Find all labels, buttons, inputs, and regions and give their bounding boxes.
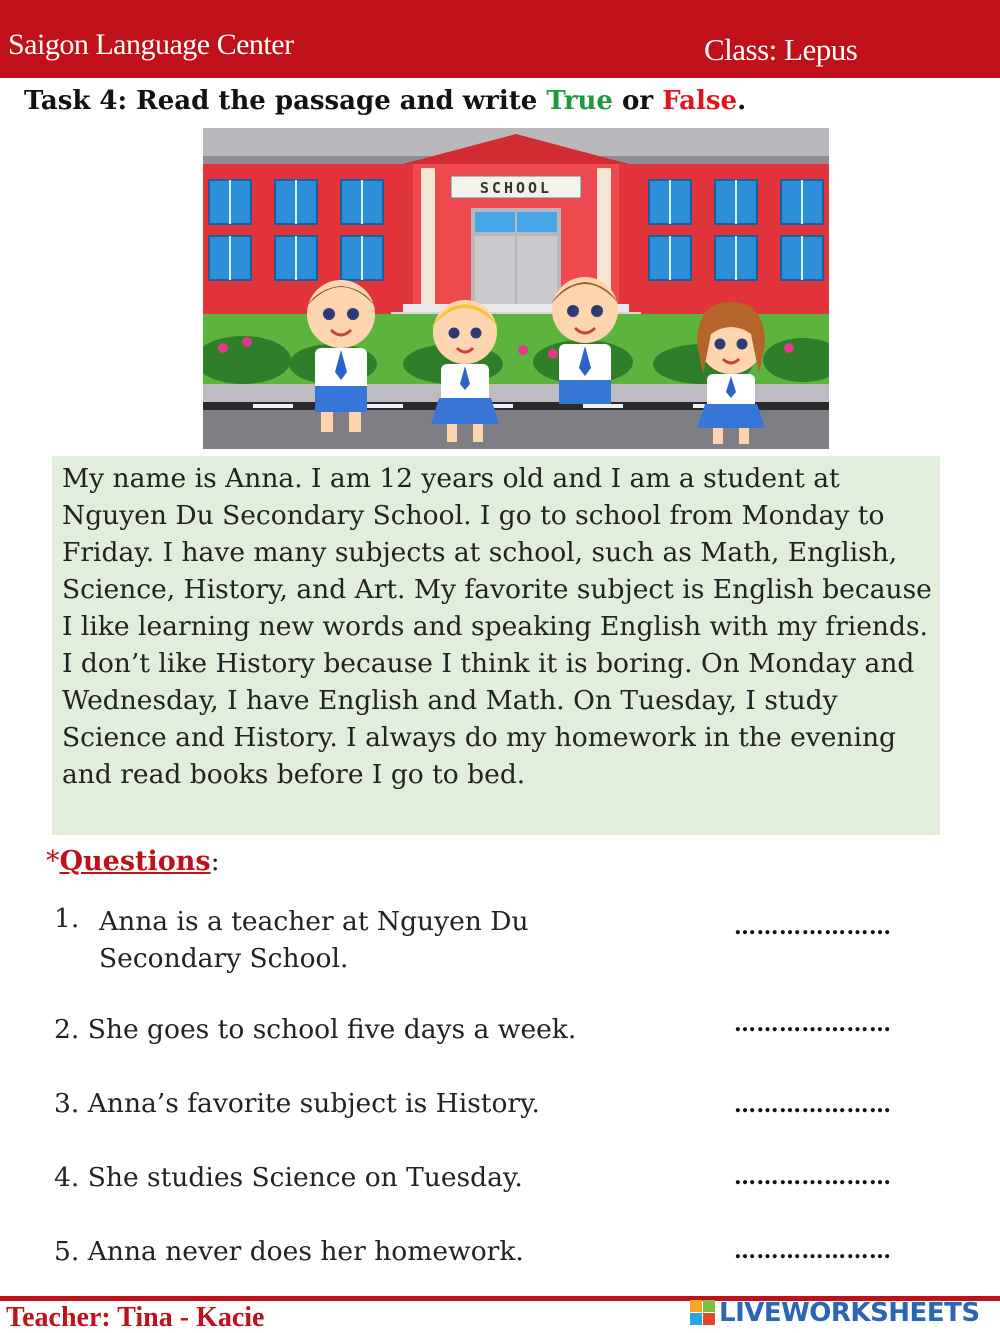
- task-middle: or: [612, 86, 663, 116]
- answer-blank-3[interactable]: …………………: [734, 1092, 892, 1118]
- liveworksheets-wordmark: LIVEWORKSHEETS: [719, 1298, 980, 1328]
- questions-heading-prefix: *: [46, 846, 60, 877]
- question-number: 1.: [54, 903, 80, 934]
- answer-blank-4[interactable]: …………………: [734, 1164, 892, 1190]
- false-word: False: [662, 86, 738, 116]
- reading-passage: [52, 456, 940, 835]
- question-item: [54, 1014, 734, 1054]
- task-suffix: .: [737, 86, 747, 116]
- passage-text: My name is Anna. I am 12 years old and I am a student at Nguyen Du Secondary School. I go to school from Monday to Friday. I have many subjects at school, such as Math, English, Science, History, and Art. My favorite subject is English because I like learning new words and speaking English with my friends. I don’t like History because I think it is boring. On Monday and Wednesday, I have English and Math. On Tuesday, I study Science and History. I always do my homework in the evening and read books before I go to bed.: [62, 463, 932, 790]
- question-text: 4. She studies Science on Tuesday.: [54, 1162, 523, 1193]
- teacher-credit: Teacher: Tina - Kacie: [6, 1302, 265, 1333]
- question-text: 5. Anna never does her homework.: [54, 1236, 524, 1267]
- answer-blank-2[interactable]: …………………: [734, 1011, 892, 1037]
- answer-blank-5[interactable]: …………………: [734, 1238, 892, 1264]
- question-item: [54, 1162, 734, 1202]
- header-bar: [0, 0, 1000, 78]
- liveworksheets-logo-icon: [690, 1300, 716, 1326]
- answer-blank-1[interactable]: …………………: [734, 914, 892, 940]
- class-label: Class: Lepus: [704, 32, 858, 67]
- task-title: [24, 86, 746, 116]
- school-children-illustration: [203, 128, 829, 449]
- child-figure: [307, 280, 375, 432]
- question-number: 5.: [54, 1236, 80, 1267]
- school-sign: SCHOOL: [479, 179, 553, 197]
- question-item: [54, 1088, 734, 1128]
- child-figure: [431, 300, 499, 442]
- liveworksheets-logo[interactable]: [690, 1298, 980, 1328]
- question-item: [54, 1236, 734, 1276]
- school-illustration-svg: [203, 128, 829, 449]
- center-name: Saigon Language Center: [8, 28, 294, 61]
- questions-heading-colon: :: [210, 846, 220, 877]
- question-number: 3.: [54, 1088, 80, 1119]
- question-text: 2. She goes to school five days a week.: [54, 1014, 577, 1045]
- question-number: 4.: [54, 1162, 80, 1193]
- questions-heading: [46, 846, 220, 877]
- question-text: Anna is a teacher at Nguyen Du Secondary School.: [99, 906, 529, 974]
- question-text: 3. Anna’s favorite subject is History.: [54, 1088, 540, 1119]
- questions-heading-word: Questions: [59, 846, 211, 877]
- true-word: True: [546, 86, 613, 116]
- question-item: [54, 903, 734, 983]
- question-number: 2.: [54, 1014, 80, 1045]
- task-prefix: Task 4: Read the passage and write: [24, 86, 547, 116]
